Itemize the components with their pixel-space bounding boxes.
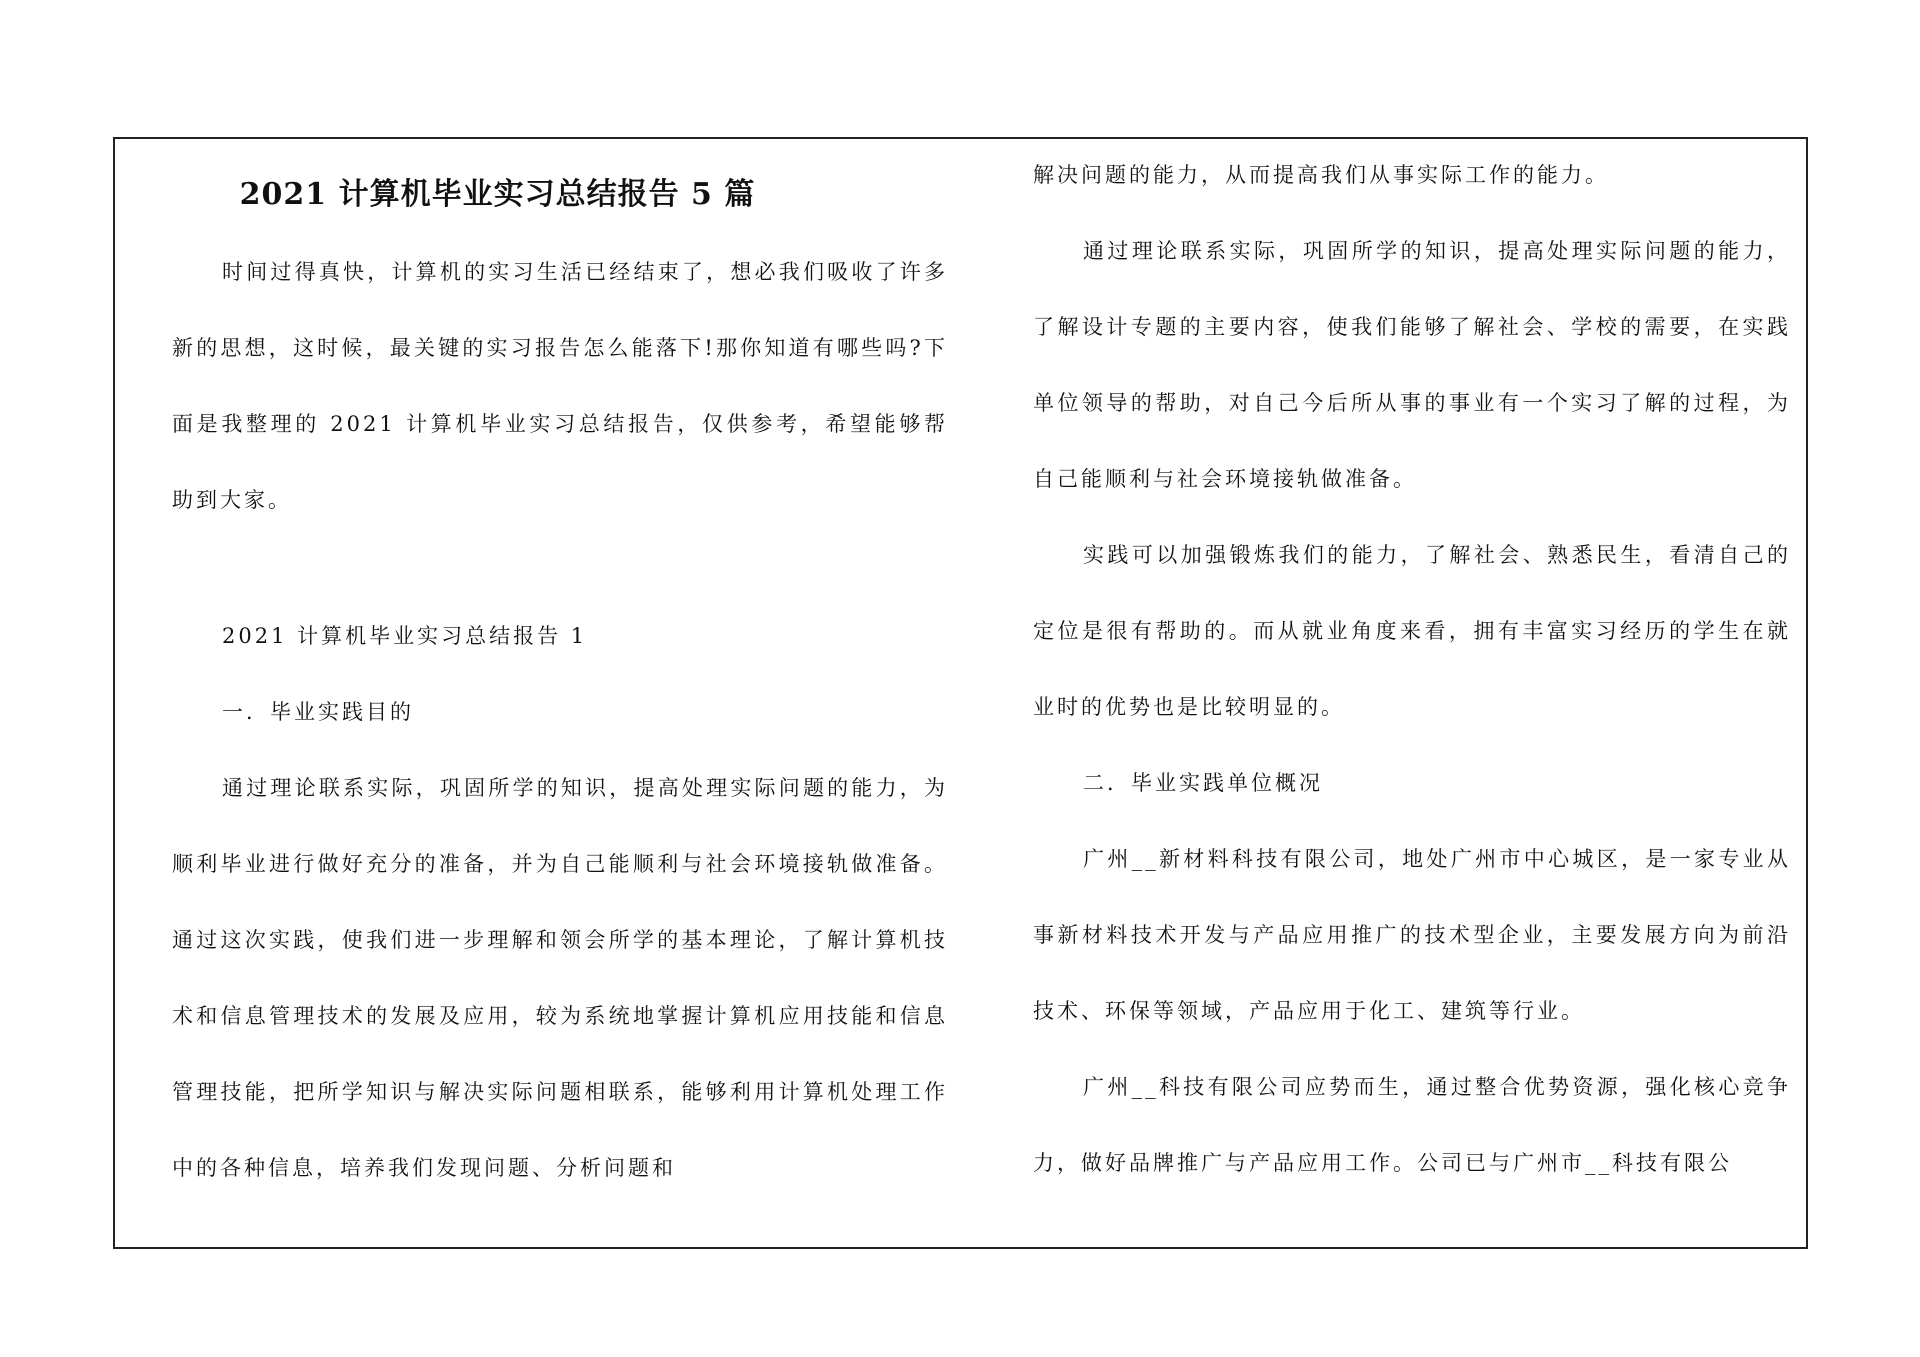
paragraph-company-strategy: 广州__科技有限公司应势而生，通过整合优势资源，强化核心竞争力，做好品牌推广与产品应用工作。公司已与广州市__科技有限公: [1033, 1075, 1791, 1175]
paragraph-company-intro: 广州__新材料科技有限公司，地处广州市中心城区，是一家专业从事新材料技术开发与产品应用推广的技术型企业，主要发展方向为前沿技术、环保等领域，产品应用于化工、建筑等行业。: [1033, 847, 1791, 1023]
paragraph-continuation: 解决问题的能力，从而提高我们从事实际工作的能力。: [1033, 163, 1609, 187]
heading-unit-overview: 二．毕业实践单位概况: [1083, 771, 1323, 795]
paragraph-practice-benefits: 实践可以加强锻炼我们的能力，了解社会、熟悉民生，看清自己的定位是很有帮助的。而从就业角度来看，拥有丰富实习经历的学生在就业时的优势也是比较明显的。: [1033, 543, 1791, 719]
paragraph-theory-practice: 通过理论联系实际，巩固所学的知识，提高处理实际问题的能力，了解设计专题的主要内容，使我们能够了解社会、学校的需要，在实践单位领导的帮助，对自己今后所从事的事业有一个实习了解的过程，为自己能顺利与社会环境接轨做准备。: [1033, 239, 1791, 491]
section-title: 2021 计算机毕业实习总结报告 1: [222, 624, 588, 648]
document-title: 2021 计算机毕业实习总结报告 5 篇: [239, 177, 756, 212]
heading-practice-purpose: 一．毕业实践目的: [222, 700, 414, 724]
left-column: [172, 139, 948, 1247]
right-column: [1033, 139, 1791, 1247]
intro-paragraph: 时间过得真快，计算机的实习生活已经结束了，想必我们吸收了许多新的思想，这时候，最关键的实习报告怎么能落下!那你知道有哪些吗?下面是我整理的 2021 计算机毕业实习总结报告，仅供参考，希望能够帮助到大家。: [172, 260, 948, 512]
document-page: [113, 137, 1808, 1249]
paragraph-practice-purpose: 通过理论联系实际，巩固所学的知识，提高处理实际问题的能力，为顺利毕业进行做好充分的准备，并为自己能顺利与社会环境接轨做准备。通过这次实践，使我们进一步理解和领会所学的基本理论，了解计算机技术和信息管理技术的发展及应用，较为系统地掌握计算机应用技能和信息管理技能，把所学知识与解决实际问题相联系，能够利用计算机处理工作中的各种信息，培养我们发现问题、分析问题和: [172, 776, 948, 1180]
